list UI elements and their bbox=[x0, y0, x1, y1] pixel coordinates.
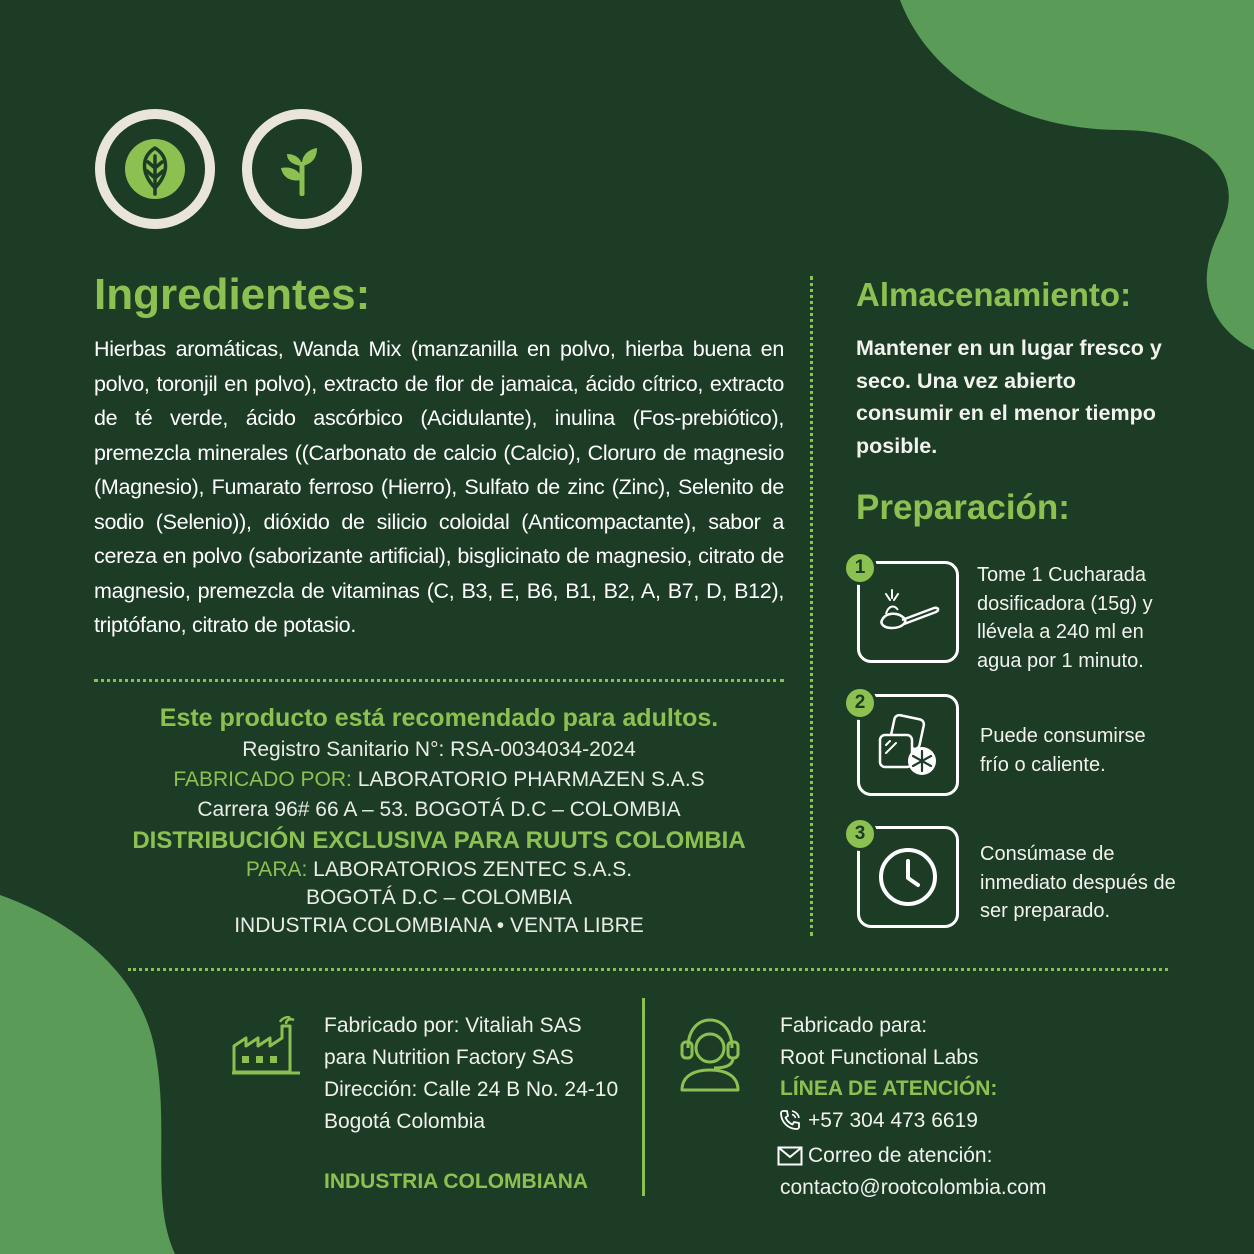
mail-icon bbox=[777, 1146, 803, 1166]
para-value: LABORATORIOS ZENTEC S.A.S. bbox=[307, 858, 633, 881]
recommended-text: Este producto está recomendado para adultos. bbox=[159, 704, 719, 732]
divider bbox=[94, 679, 784, 682]
headset-agent-icon bbox=[676, 1014, 744, 1092]
footer-left-line3: Dirección: Calle 24 B No. 24-10 bbox=[324, 1078, 619, 1101]
step-1-number: 1 bbox=[843, 551, 877, 585]
email-address[interactable]: contacto@rootcolombia.com bbox=[780, 1176, 1047, 1199]
footer-divider bbox=[642, 998, 645, 1196]
leaf-icon bbox=[124, 138, 186, 200]
factory-icon bbox=[230, 1016, 302, 1076]
address-text: Carrera 96# 66 A – 53. BOGOTÁ D.C – COLOMBIA bbox=[197, 798, 681, 821]
para-label: PARA: bbox=[245, 858, 308, 881]
divider bbox=[810, 276, 813, 936]
fabricado-line bbox=[94, 768, 784, 792]
industria-text: INDUSTRIA COLOMBIANA • VENTA LIBRE bbox=[234, 914, 644, 937]
step-2-number: 2 bbox=[843, 686, 877, 720]
footer-left-line1: Fabricado por: Vitaliah SAS bbox=[324, 1014, 582, 1037]
footer-industria: INDUSTRIA COLOMBIANA bbox=[324, 1170, 589, 1193]
ice-cube-icon bbox=[872, 709, 944, 781]
fabricado-label: FABRICADO POR: bbox=[173, 768, 352, 791]
footer-left-line4: Bogotá Colombia bbox=[324, 1110, 486, 1133]
email-label: Correo de atención: bbox=[808, 1144, 993, 1167]
footer-right-line2: Root Functional Labs bbox=[780, 1046, 979, 1069]
product-info bbox=[94, 700, 784, 950]
storage-title: Almacenamiento: bbox=[856, 276, 1132, 313]
preparation-title: Preparación: bbox=[856, 488, 1070, 527]
city-text: BOGOTÁ D.C – COLOMBIA bbox=[305, 886, 573, 909]
clock-icon bbox=[876, 845, 940, 909]
divider bbox=[128, 968, 1168, 971]
footer-left-line2: para Nutrition Factory SAS bbox=[324, 1046, 574, 1069]
footer-right-line1: Fabricado para: bbox=[780, 1014, 928, 1037]
fabricado-value: LABORATORIO PHARMAZEN S.A.S bbox=[351, 768, 705, 791]
sprout-badge bbox=[242, 109, 362, 229]
linea-atencion-label: LÍNEA DE ATENCIÓN: bbox=[780, 1077, 998, 1100]
step-3-number: 3 bbox=[843, 817, 877, 851]
storage-text: Mantener en un lugar fresco y seco. Una vez abierto consumir en el menor tiempo posible. bbox=[856, 336, 1162, 458]
sprout-icon bbox=[267, 134, 337, 204]
ingredients-title: Ingredientes: bbox=[94, 270, 371, 319]
phone-number[interactable]: +57 304 473 6619 bbox=[808, 1109, 978, 1132]
phone-icon bbox=[778, 1108, 802, 1132]
registro-text: Registro Sanitario N°: RSA-0034034-2024 bbox=[242, 738, 636, 761]
spoon-icon bbox=[872, 582, 944, 642]
step-1-text: Tome 1 Cucharada dosificadora (15g) y llévela a 240 ml en agua por 1 minuto. bbox=[977, 564, 1153, 672]
para-line bbox=[94, 858, 784, 882]
ingredients-text: Hierbas aromáticas, Wanda Mix (manzanilla en polvo, hierba buena en polvo, toronjil en polvo), extracto de flor de jamaica, ácido cítrico, extracto de té verde, ácido ascórbico (Acidulante), inulina (Fos-prebiótico), premezcla minerales ((Carbonato de calcio (Calcio), Cloruro de magnesio (Magnesio), Fumarato ferroso (Hierro), Sulfato de zinc (Zinc), Selenito de sodio (Selenio)), dióxido de silicio coloidal (Anticompactante), sabor a cereza en polvo (saborizante artificial), bisglicinato de magnesio, citrato de magnesio, premezcla de vitaminas (C, B3, E, B6, B1, B2, A, B7, D, B12), triptófano, citrato de potasio. bbox=[94, 337, 784, 637]
step-3-text: Consúmase de inmediato después de ser preparado. bbox=[980, 843, 1176, 922]
step-2-text: Puede consumirse frío o caliente. bbox=[980, 725, 1146, 776]
leaf-badge bbox=[95, 109, 215, 229]
distribucion-text: DISTRIBUCIÓN EXCLUSIVA PARA RUUTS COLOMBIA bbox=[132, 827, 746, 854]
